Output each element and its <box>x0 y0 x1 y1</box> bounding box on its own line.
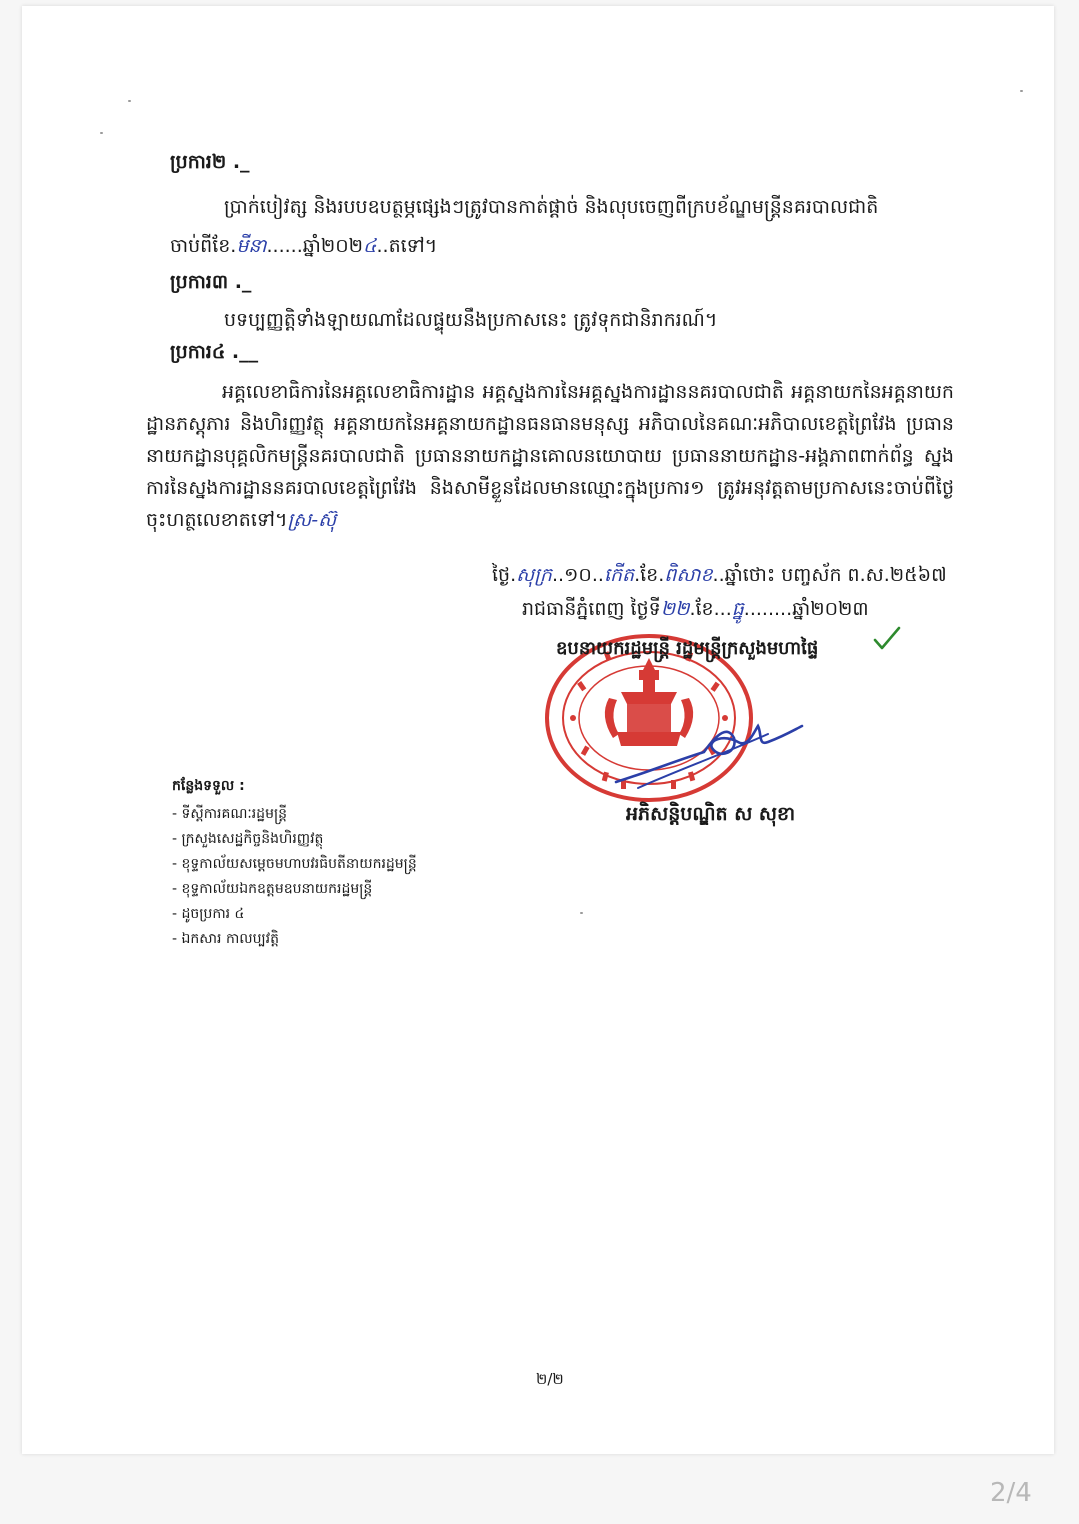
article-3-heading: ប្រការ៣ ._ <box>170 271 252 293</box>
lunar-date-prefix: ថ្ងៃ. <box>492 564 517 586</box>
article-2-line-2-prefix: ចាប់ពីខែ. <box>170 235 237 257</box>
article-4-body <box>146 376 954 536</box>
scan-speck <box>100 132 103 134</box>
scan-speck <box>1020 90 1023 92</box>
article-2-line-2-mid: ......ឆ្នាំ២០២ <box>266 235 364 257</box>
scan-speck <box>128 100 131 102</box>
handwritten-initials: ស្រ-ស៊ុ <box>287 509 337 531</box>
recipient-item: - ឯកសារ កាលប្បវត្តិ <box>172 931 279 947</box>
solar-date-suffix: ........ឆ្នាំ២០២៣ <box>743 598 869 620</box>
article-4-heading: ប្រការ៤ .__ <box>170 341 259 363</box>
handwritten-month: មីនា <box>236 235 267 257</box>
recipient-item: - ខុទ្ទកាល័យឯកឧត្តមឧបនាយករដ្ឋមន្ត្រី <box>172 881 373 897</box>
handwritten-moon-phase: កើត <box>603 564 635 586</box>
lunar-date <box>492 563 947 591</box>
document-page <box>22 6 1054 1454</box>
solar-date-mid: .ខែ... <box>689 598 732 620</box>
article-4-text: អគ្គលេខាធិការនៃអគ្គលេខាធិការដ្ឋាន អគ្គស្នងការនៃអគ្គស្នងការដ្ឋាននគរបាលជាតិ អគ្គនាយកនៃអគ្គនាយកដ្ឋានភស្តុភារ និងហិរញ្ញវត្ថុ អគ្គនាយកនៃអគ្គនាយកដ្ឋានធនធានមនុស្ស អភិបាលនៃគណៈអភិបាលខេត្តព្រៃវែង ប្រធាននាយកដ្ឋានបុគ្គលិកមន្ត្រីនគរបាលជាតិ ប្រធាននាយកដ្ឋានគោលនយោបាយ ប្រធាននាយកដ្ឋាន-អង្គភាពពាក់ព័ន្ធ ស្នងការនៃស្នងការដ្ឋាននគរបាលខេត្តព្រៃវែង និងសាមីខ្លួនដែលមានឈ្មោះក្នុងប្រការ១ ត្រូវអនុវត្តតាមប្រកាសនេះចាប់ពីថ្ងៃចុះហត្ថលេខាតទៅ។ <box>146 381 954 531</box>
handwritten-lunar-month: ពិសាខ <box>664 564 713 586</box>
lunar-date-suffix: ..ឆ្នាំថោះ បញ្ចស័ក ព.ស.២៥៦៧ <box>712 564 947 586</box>
article-2-heading: ប្រការ២ ._ <box>170 151 250 173</box>
article-3-text: បទប្បញ្ញត្តិទាំងឡាយណាដែលផ្ទុយនឹងប្រកាសនេះ ត្រូវទុកជានិរាករណ៍។ <box>224 309 718 331</box>
article-2-line-2 <box>170 232 437 261</box>
viewer-page-counter: 2/4 <box>990 1478 1032 1508</box>
signature-mark <box>608 712 808 796</box>
solar-date <box>522 597 869 625</box>
recipient-item: - ខុទ្ទកាល័យសម្តេចមហាបវរធិបតីនាយករដ្ឋមន្ត្រី <box>172 856 417 872</box>
recipients-list <box>172 802 417 952</box>
lunar-date-mid: .ខែ. <box>634 564 665 586</box>
signer-title: ឧបនាយករដ្ឋមន្ត្រី រដ្ឋមន្ត្រីក្រសួងមហាផ្ទៃ <box>556 638 819 659</box>
recipient-item: - ក្រសួងសេដ្ឋកិច្ចនិងហិរញ្ញវត្ថុ <box>172 831 324 847</box>
article-2-line-2-suffix: ..តទៅ។ <box>376 235 438 257</box>
signer-name: អភិសន្តិបណ្ឌិត ស សុខា <box>626 803 796 825</box>
recipients-heading: កន្លែងទទួល : <box>172 778 245 794</box>
lunar-date-day: ..១០.. <box>551 564 604 586</box>
recipient-item: - ទីស្តីការគណៈរដ្ឋមន្ត្រី <box>172 806 288 822</box>
handwritten-year-digit: ៤ <box>363 235 377 257</box>
handwritten-weekday: សុក្រ <box>516 564 552 586</box>
scan-speck <box>580 912 583 914</box>
handwritten-day: ២២ <box>660 598 690 620</box>
page-number: ២/២ <box>536 1370 564 1388</box>
handwritten-month-solar: ធ្នូ <box>731 598 744 620</box>
recipient-item: - ដូចប្រការ ៤ <box>172 906 245 922</box>
article-2-line-1: ប្រាក់បៀវត្ស និងរបបឧបត្ថម្ភផ្សេងៗត្រូវបានកាត់ផ្តាច់ និងលុបចេញពីក្របខ័ណ្ឌមន្ត្រីនគរបាលជាតិ <box>224 196 879 218</box>
check-mark-icon <box>872 624 902 652</box>
solar-date-prefix: រាជធានីភ្នំពេញ ថ្ងៃទី <box>522 598 661 620</box>
